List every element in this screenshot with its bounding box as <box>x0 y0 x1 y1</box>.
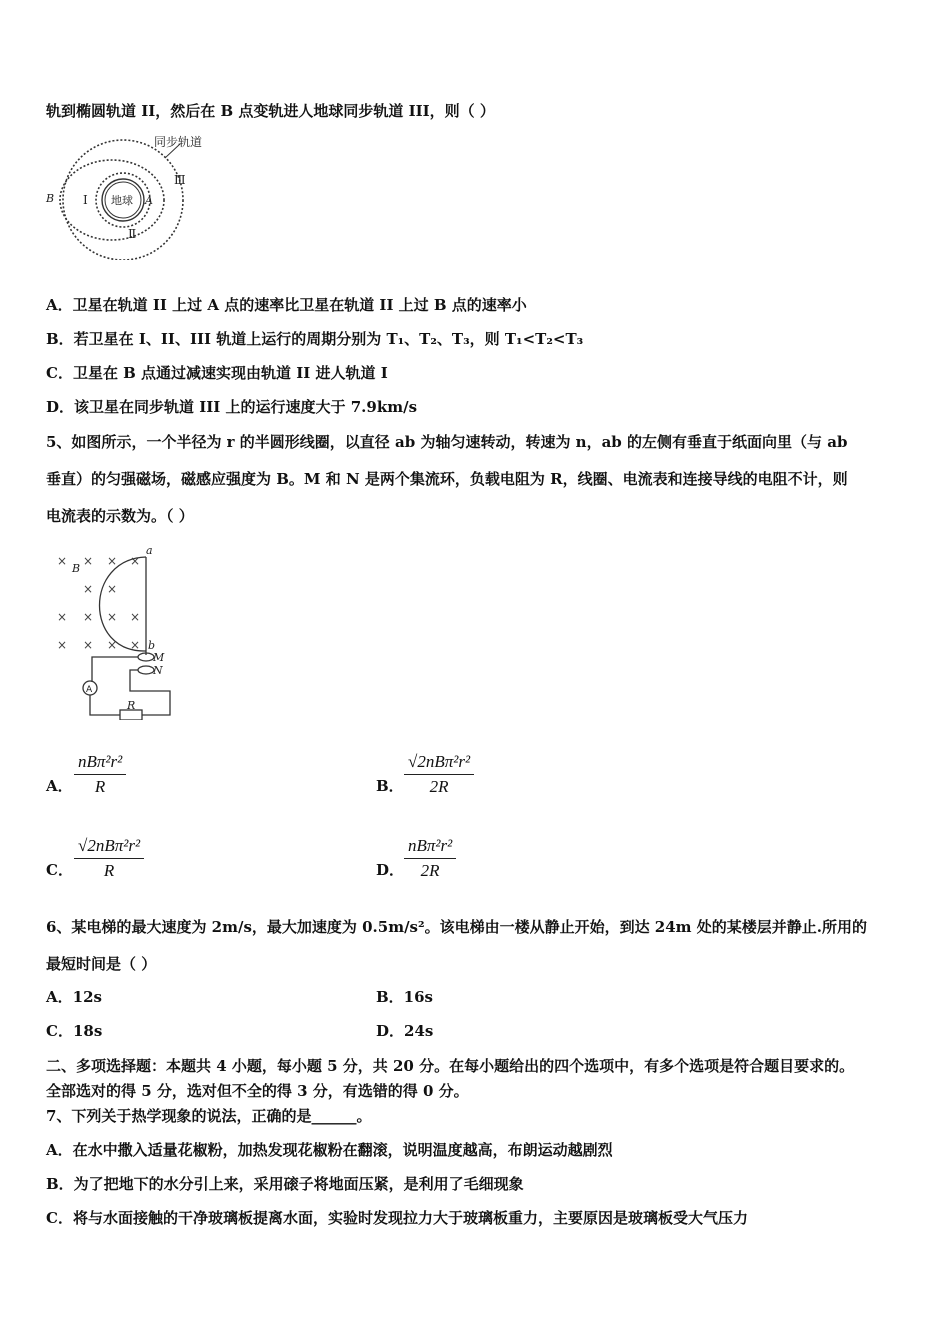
magnetic-field-crosses <box>57 554 140 652</box>
label-A: A <box>145 194 153 207</box>
q6-option-b: B．16s <box>376 988 433 1006</box>
label-II: Ⅱ <box>128 227 137 241</box>
svg-text:×: × <box>107 554 118 568</box>
q5-option-b-formula <box>404 752 474 797</box>
q6-stem-line2: 最短时间是（ ） <box>46 955 157 973</box>
svg-text:×: × <box>83 610 94 624</box>
label-sync: 同步轨道 <box>154 135 203 149</box>
q6-option-a: A．12s <box>46 988 102 1006</box>
svg-text:×: × <box>107 582 118 596</box>
svg-text:×: × <box>130 554 141 568</box>
q7-option-c: C．将与水面接触的干净玻璃板提离水面，实验时发现拉力大于玻璃板重力，主要原因是玻璃板受大气压力 <box>46 1209 748 1227</box>
section2-line1: 二、多项选择题：本题共 4 小题，每小题 5 分，共 20 分。在每小题给出的四个选项中，有多个选项是符合题目要求的。 <box>46 1057 855 1075</box>
q7-option-b: B．为了把地下的水分引上来，采用磙子将地面压紧，是利用了毛细现象 <box>46 1175 524 1193</box>
svg-text:×: × <box>57 638 68 652</box>
label-b: b <box>148 639 156 652</box>
q4-option-b: B．若卫星在 I、II、III 轨道上运行的周期分别为 T₁、T₂、T₃，则 T₁<T₂<T₃ <box>46 330 584 348</box>
q5-option-d-label: D． <box>376 861 405 879</box>
q5-option-a-label: A． <box>46 777 73 795</box>
label-a: a <box>146 545 153 557</box>
label-field-b: B <box>72 562 81 575</box>
coil-circuit-diagram <box>50 545 180 720</box>
q5-option-d-den: 2R <box>420 861 440 880</box>
q4-option-c: C．卫星在 B 点通过减速实现由轨道 II 进人轨道 I <box>46 364 388 382</box>
svg-text:×: × <box>83 554 94 568</box>
q7-stem: 7、下列关于热学现象的说法，正确的是______。 <box>46 1107 372 1125</box>
q5-stem-line3: 电流表的示数为。（ ） <box>46 507 194 525</box>
q4-option-a: A．卫星在轨道 II 上过 A 点的速率比卫星在轨道 II 上过 B 点的速率小 <box>46 296 527 314</box>
slip-ring-n <box>138 666 154 674</box>
semicircle-coil <box>100 557 147 651</box>
q6-stem-line1: 6、某电梯的最大速度为 2m/s，最大加速度为 0.5m/s²。该电梯由一楼从静止开始，到达 24m 处的某楼层并静止.所用的 <box>46 918 867 936</box>
svg-text:×: × <box>83 638 94 652</box>
label-I: Ⅰ <box>83 193 88 207</box>
ammeter-label: A <box>86 685 93 695</box>
orbit-diagram <box>40 134 230 260</box>
label-r: R <box>127 699 136 712</box>
q4-option-d: D．该卫星在同步轨道 III 上的运行速度大于 7.9km/s <box>46 398 418 416</box>
label-earth: 地球 <box>111 194 133 207</box>
q5-option-a-formula <box>74 752 126 797</box>
label-m: M <box>153 651 165 664</box>
svg-text:×: × <box>83 582 94 596</box>
q5-option-b-num: √2nBπ²r² <box>404 752 474 775</box>
section2-line2: 全部选对的得 5 分，选对但不全的得 3 分，有选错的得 0 分。 <box>46 1082 469 1100</box>
q5-option-c-den: R <box>103 861 115 880</box>
q5-option-c-formula <box>74 836 144 881</box>
label-III: Ⅲ <box>174 173 186 187</box>
q5-option-a-den: R <box>94 777 106 796</box>
q5-option-d-formula <box>404 836 456 881</box>
q5-stem-line1: 5、如图所示，一个半径为 r 的半圆形线圈，以直径 ab 为轴匀速转动，转速为 n，ab 的左侧有垂直于纸面向里（与 ab <box>46 433 848 451</box>
q5-option-b-label: B． <box>376 777 404 795</box>
q5-stem-line2: 垂直）的匀强磁场，磁感应强度为 B。M 和 N 是两个集流环，负载电阻为 R，线圈、电流表和连接导线的电阻不计，则 <box>46 470 848 488</box>
q6-option-c: C．18s <box>46 1022 103 1040</box>
q5-option-b-den: 2R <box>429 777 449 796</box>
svg-text:×: × <box>130 638 141 652</box>
svg-text:×: × <box>57 610 68 624</box>
q5-option-c-num: √2nBπ²r² <box>74 836 144 859</box>
svg-text:×: × <box>57 554 68 568</box>
q5-option-c-label: C． <box>46 861 73 879</box>
q6-option-d: D．24s <box>376 1022 434 1040</box>
label-n: N <box>153 664 163 677</box>
q5-option-d-num: nBπ²r² <box>404 836 456 859</box>
q7-option-a: A．在水中撒入适量花椒粉，加热发现花椒粉在翻滚，说明温度越高，布朗运动越剧烈 <box>46 1141 613 1159</box>
q5-option-a-num: nBπ²r² <box>74 752 126 775</box>
label-B: B <box>46 192 55 205</box>
svg-text:×: × <box>107 610 118 624</box>
svg-text:×: × <box>130 610 141 624</box>
q4-stem: 轨到椭圆轨道 II，然后在 B 点变轨进人地球同步轨道 III，则（ ） <box>46 102 495 120</box>
svg-text:×: × <box>107 638 118 652</box>
